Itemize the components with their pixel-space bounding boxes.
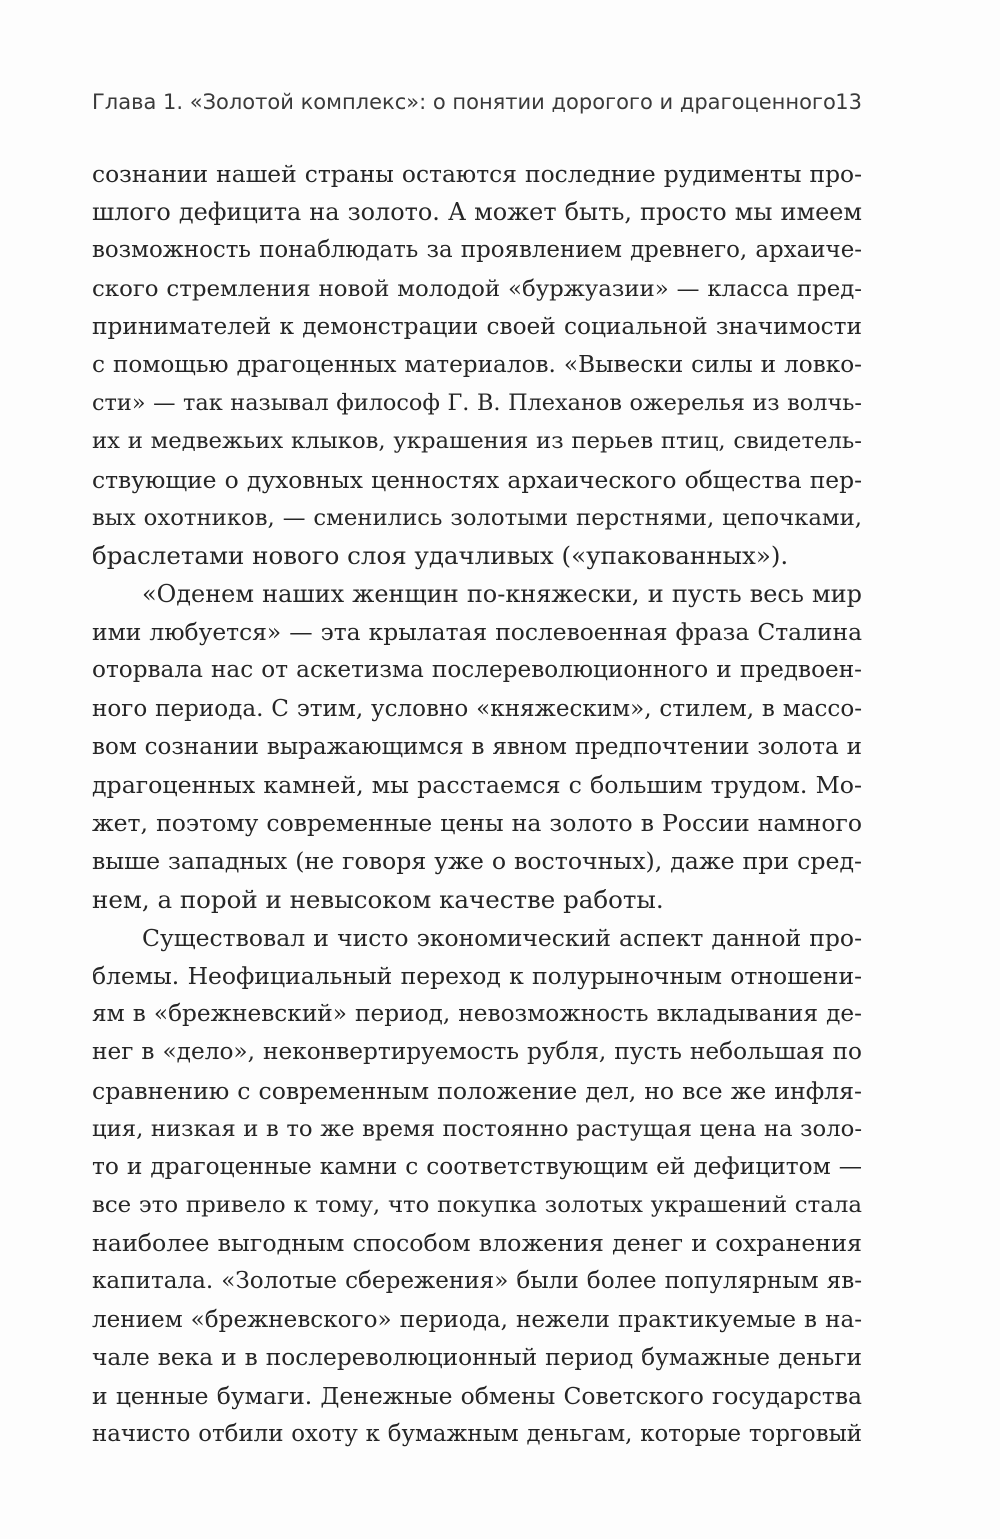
text-line: нег в «дело», неконвертируемость рубля, пусть небольшая по — [92, 1038, 862, 1066]
text-line: шлого дефицита на золото. А может быть, просто мы имеем — [92, 198, 862, 227]
text-line: ствующие о духовных ценностях архаического общества пер- — [92, 465, 862, 494]
text-line: начисто отбили охоту к бумажным деньгам, которые торговый — [92, 1421, 862, 1448]
text-line: чале века и в послереволюционный период бумажные деньги — [92, 1343, 862, 1371]
text-line: ция, низкая и в то же время постоянно растущая цена на золо- — [92, 1115, 862, 1142]
text-line: ими любуется» — эта крылатая послевоенная фраза Сталина — [92, 618, 862, 647]
text-line: жет, поэтому современные цены на золото в России намного — [92, 809, 862, 838]
text-line: выше западных (не говоря уже о восточных), даже при сред- — [92, 847, 862, 876]
text-line: то и драгоценные камни с соответствующим ей дефицитом — — [92, 1152, 862, 1180]
text-line: блемы. Неофициальный переход к полурыночным отношени- — [92, 961, 862, 990]
text-line: ям в «брежневский» период, невозможность вкладывания де- — [92, 1000, 862, 1028]
paragraph — [92, 919, 862, 1454]
text-line: наиболее выгодным способом вложения денег и сохранения — [92, 1229, 862, 1258]
text-line: сравнению с современным положение дел, но все же инфля- — [92, 1076, 862, 1105]
page-number: 13 — [835, 90, 862, 114]
text-line: браслетами нового слоя удачливых («упакованных»). — [92, 540, 789, 570]
text-line: драгоценных камней, мы расстаемся с большим трудом. Мо- — [92, 771, 862, 799]
text-line: вых охотников, — сменились золотыми перстнями, цепочками, — [92, 504, 862, 531]
text-line: все это привело к тому, что покупка золотых украшений стала — [92, 1192, 862, 1219]
text-line: вом сознании выражающимся в явном предпочтении золота и — [92, 733, 862, 760]
text-line: принимателей к демонстрации своей социальной значимости — [92, 312, 862, 340]
text-line: Существовал и чисто экономический аспект данной про- — [142, 923, 862, 952]
text-line: капитала. «Золотые сбережения» были более популярным яв- — [92, 1268, 862, 1295]
text-line: ного периода. С этим, условно «княжеским», стилем, в массо- — [92, 695, 862, 722]
text-line: их и медвежьих клыков, украшения из перьев птиц, свидетель- — [92, 428, 862, 455]
text-line: лением «брежневского» периода, нежели практикуемые в на- — [92, 1306, 862, 1333]
text-line: сти» — так называл философ Г. В. Плеханов ожерелья из волчь- — [92, 390, 862, 417]
body-text — [92, 155, 862, 1453]
paragraph — [92, 575, 862, 919]
text-line: возможность понаблюдать за проявлением древнего, архаиче- — [92, 237, 862, 264]
chapter-title: Глава 1. «Золотой комплекс»: о понятии дорогого и драгоценного — [92, 90, 836, 114]
text-line: сознании нашей страны остаются последние рудименты про- — [92, 160, 862, 188]
running-header — [92, 86, 862, 118]
text-line: «Оденем наших женщин по-княжески, и пусть весь мир — [142, 580, 862, 609]
text-line: и ценные бумаги. Денежные обмены Советского государства — [92, 1382, 862, 1410]
text-line: с помощью драгоценных материалов. «Вывески силы и ловко- — [92, 350, 862, 378]
text-line: нем, а порой и невысоком качестве работы. — [92, 884, 664, 914]
paragraph — [92, 155, 862, 575]
text-line: оторвала нас от аскетизма послереволюционного и предвоен- — [92, 656, 862, 684]
text-line: ского стремления новой молодой «буржуазии» — класса пред- — [92, 275, 862, 302]
